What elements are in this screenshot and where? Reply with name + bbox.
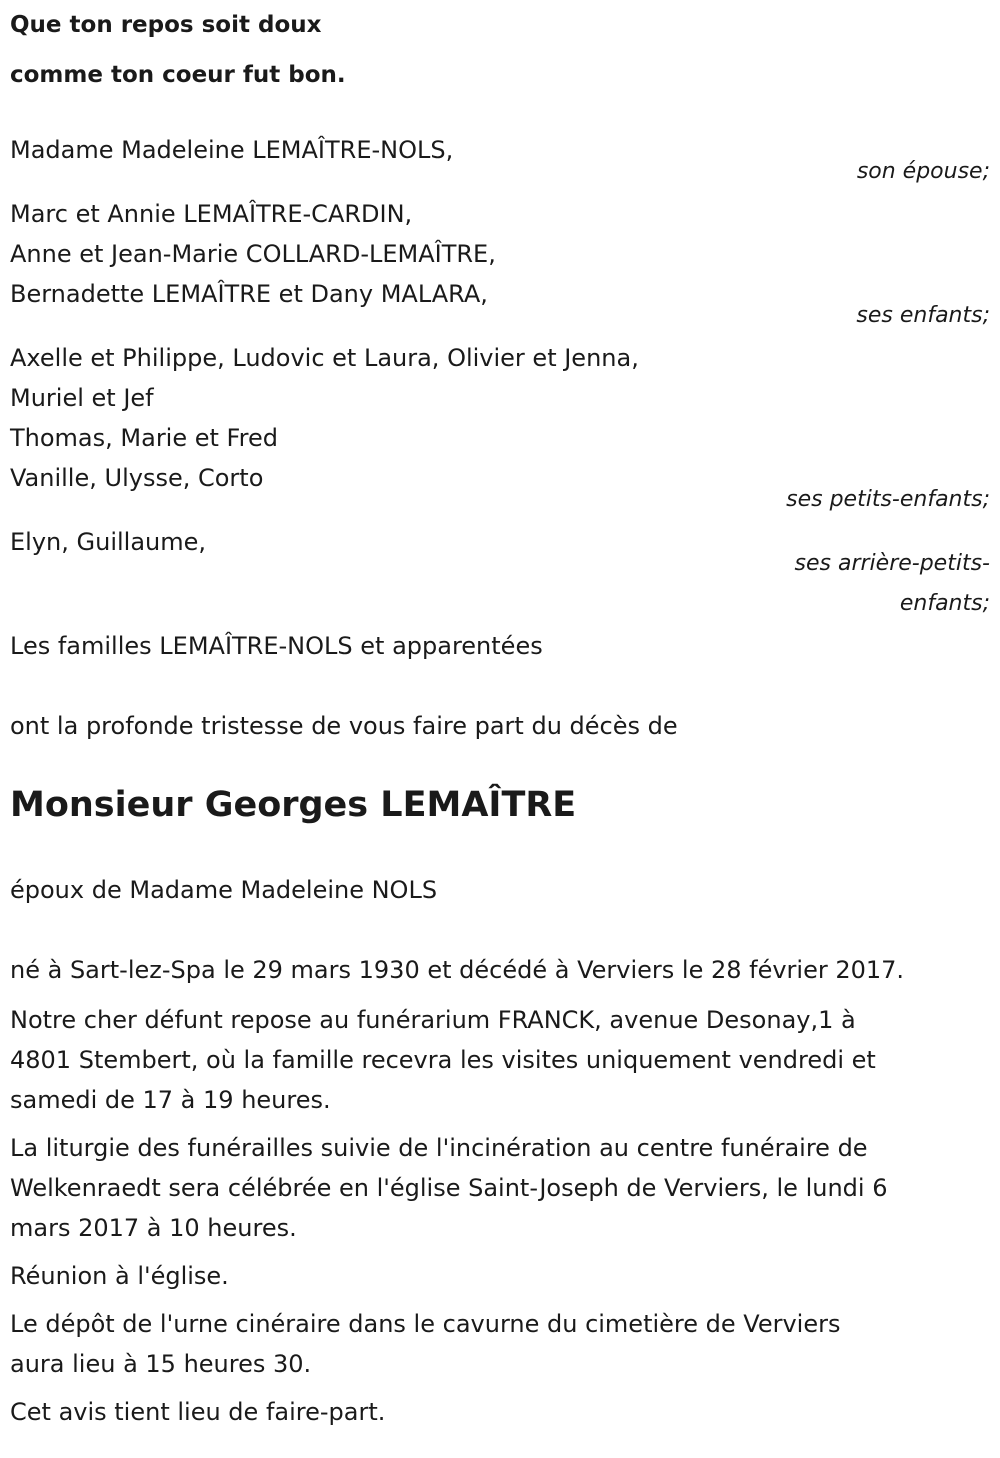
- grandchildren-role: ses petits-enfants;: [786, 487, 990, 512]
- grandchild-line: Muriel et Jef: [10, 384, 154, 412]
- deceased-name: Monsieur Georges LEMAÎTRE: [10, 785, 577, 825]
- families-line: Les familles LEMAÎTRE-NOLS et apparentées: [10, 632, 543, 660]
- closing-paragraph: Cet avis tient lieu de faire-part.: [10, 1398, 386, 1426]
- paragraph-line: Notre cher défunt repose au funérarium FRANCK, avenue Desonay,1 à: [10, 1006, 856, 1034]
- meeting-paragraph: Réunion à l'église.: [10, 1262, 229, 1290]
- spouse-role: son épouse;: [856, 159, 990, 184]
- paragraph-line: Welkenraedt sera célébrée en l'église Saint-Joseph de Verviers, le lundi 6: [10, 1174, 888, 1202]
- paragraph-line: mars 2017 à 10 heures.: [10, 1214, 297, 1242]
- paragraph-line: La liturgie des funérailles suivie de l'incinération au centre funéraire de: [10, 1134, 868, 1162]
- grandchild-line: Thomas, Marie et Fred: [10, 424, 278, 452]
- funerarium-paragraph: [10, 1000, 990, 1120]
- birth-death: né à Sart-lez-Spa le 29 mars 1930 et décédé à Verviers le 28 février 2017.: [10, 956, 905, 984]
- epitaph-line-2: comme ton coeur fut bon.: [10, 62, 346, 88]
- announcement: ont la profonde tristesse de vous faire part du décès de: [10, 712, 678, 740]
- great-grandchild-line: Elyn, Guillaume,: [10, 528, 207, 556]
- great-grandchildren-role-line-1: ses arrière-petits-: [794, 551, 990, 576]
- great-grandchildren-role-line-2: enfants;: [899, 591, 990, 616]
- grandchild-line: Vanille, Ulysse, Corto: [10, 464, 264, 492]
- children-role: ses enfants;: [856, 303, 990, 328]
- spouse-of: époux de Madame Madeleine NOLS: [10, 876, 438, 904]
- child-line: Marc et Annie LEMAÎTRE-CARDIN,: [10, 200, 413, 228]
- grandchildren-block: [10, 338, 990, 498]
- child-line: Bernadette LEMAÎTRE et Dany MALARA,: [10, 280, 488, 308]
- liturgy-paragraph: [10, 1128, 990, 1248]
- families-block: [10, 626, 990, 666]
- paragraph-line: Le dépôt de l'urne cinéraire dans le cavurne du cimetière de Verviers: [10, 1310, 841, 1338]
- paragraph-line: 4801 Stembert, où la famille recevra les visites uniquement vendredi et: [10, 1046, 876, 1074]
- grandchild-line: Axelle et Philippe, Ludovic et Laura, Olivier et Jenna,: [10, 344, 639, 372]
- epitaph-line-1: Que ton repos soit doux: [10, 12, 322, 38]
- epitaph: [10, 0, 990, 100]
- paragraph-line: samedi de 17 à 19 heures.: [10, 1086, 331, 1114]
- spouse-name: Madame Madeleine LEMAÎTRE-NOLS,: [10, 136, 454, 164]
- child-line: Anne et Jean-Marie COLLARD-LEMAÎTRE,: [10, 240, 496, 268]
- urn-paragraph: [10, 1304, 990, 1384]
- paragraph-line: aura lieu à 15 heures 30.: [10, 1350, 312, 1378]
